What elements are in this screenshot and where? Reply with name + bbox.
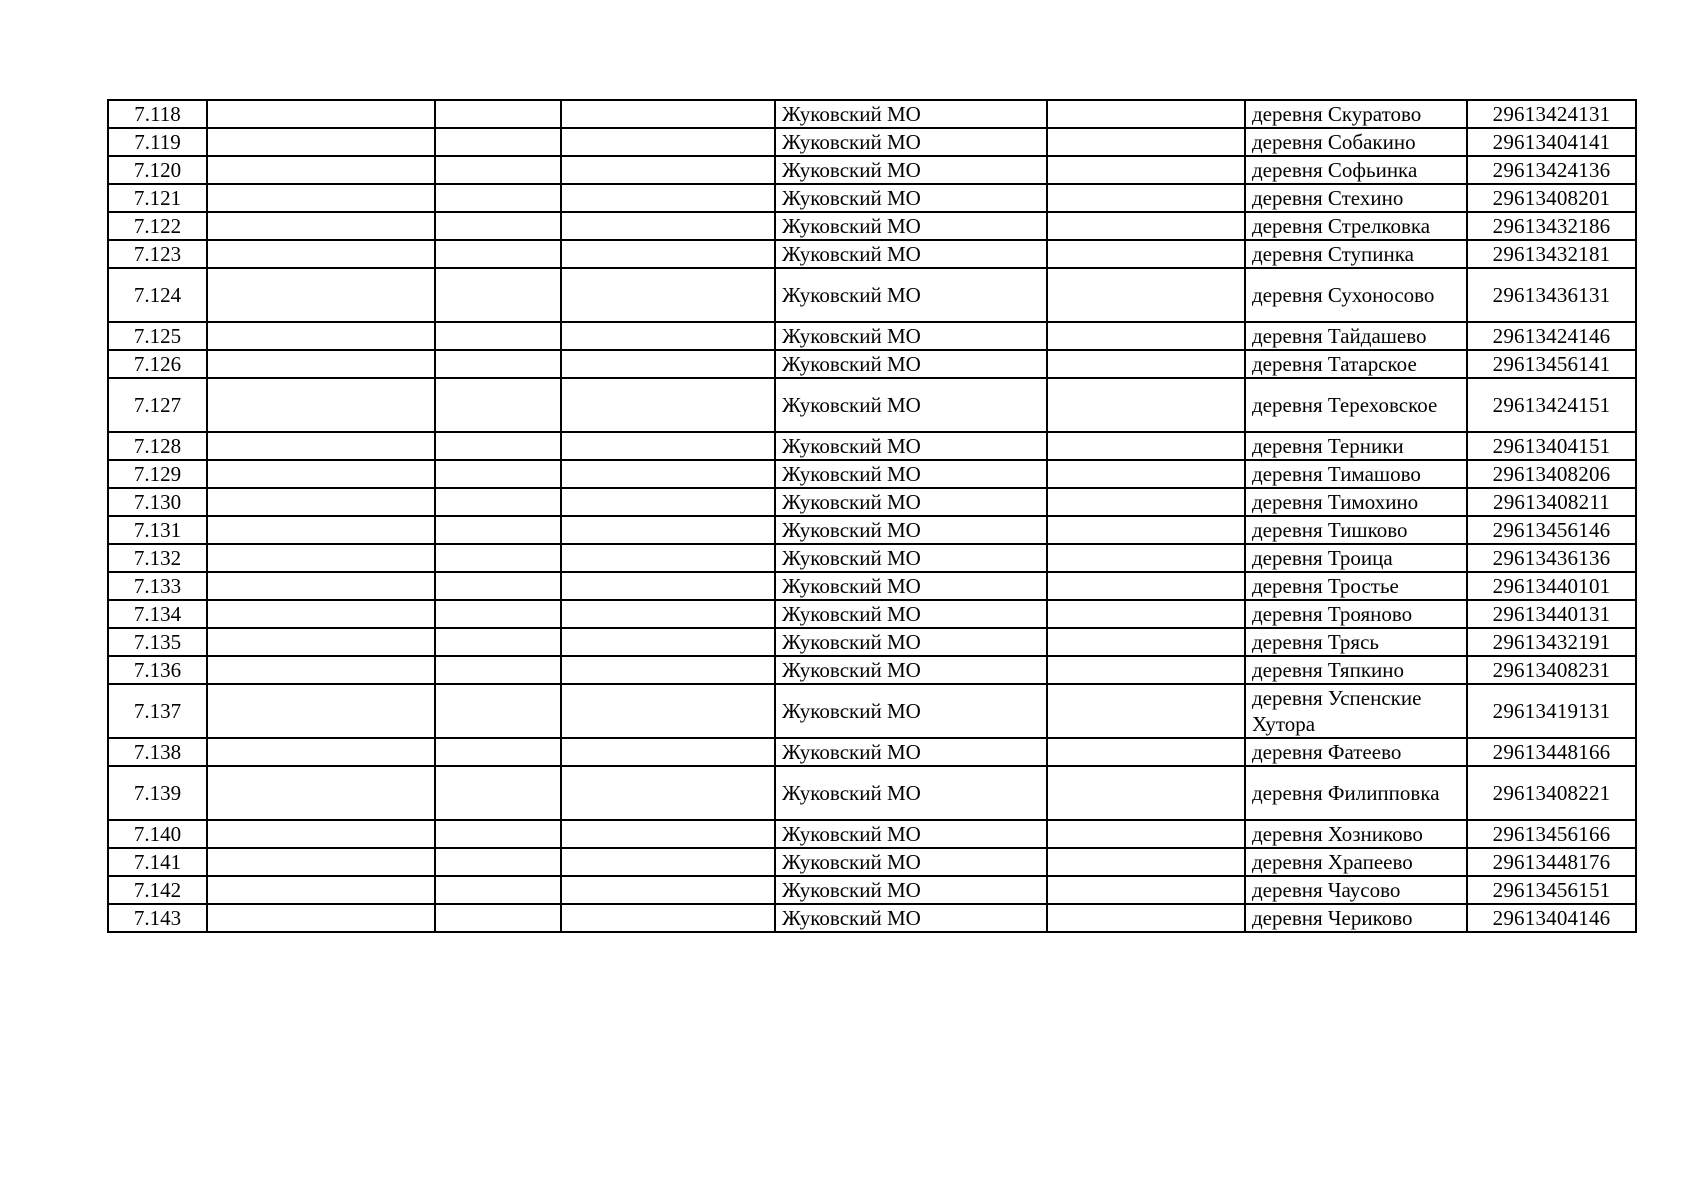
settlement-cell: деревня Тяпкино (1245, 656, 1467, 684)
empty-cell (435, 432, 561, 460)
municipality-cell: Жуковский МО (775, 460, 1047, 488)
table-row (108, 212, 1636, 240)
municipality-cell: Жуковский МО (775, 488, 1047, 516)
empty-cell (435, 350, 561, 378)
municipality-cell: Жуковский МО (775, 820, 1047, 848)
empty-cell (207, 516, 435, 544)
table-row (108, 488, 1636, 516)
table-row (108, 820, 1636, 848)
empty-cell (561, 156, 775, 184)
row-number-cell: 7.124 (108, 268, 207, 322)
settlement-cell: деревня Собакино (1245, 128, 1467, 156)
municipality-cell: Жуковский МО (775, 738, 1047, 766)
oktmo-code-cell: 29613408231 (1467, 656, 1636, 684)
municipality-cell: Жуковский МО (775, 656, 1047, 684)
settlement-cell: деревня Фатеево (1245, 738, 1467, 766)
table-row (108, 378, 1636, 432)
empty-cell (561, 848, 775, 876)
empty-cell (435, 184, 561, 212)
table-row (108, 100, 1636, 128)
empty-cell (1047, 488, 1245, 516)
empty-cell (561, 628, 775, 656)
empty-cell (207, 656, 435, 684)
empty-cell (561, 212, 775, 240)
empty-cell (207, 684, 435, 738)
oktmo-code-cell: 29613408221 (1467, 766, 1636, 820)
row-number-cell: 7.139 (108, 766, 207, 820)
row-number-cell: 7.132 (108, 544, 207, 572)
table-row (108, 516, 1636, 544)
settlement-cell: деревня Чаусово (1245, 876, 1467, 904)
empty-cell (561, 600, 775, 628)
oktmo-code-cell: 29613432186 (1467, 212, 1636, 240)
empty-cell (1047, 656, 1245, 684)
empty-cell (207, 848, 435, 876)
empty-cell (1047, 904, 1245, 932)
municipality-cell: Жуковский МО (775, 350, 1047, 378)
empty-cell (435, 820, 561, 848)
oktmo-code-cell: 29613448176 (1467, 848, 1636, 876)
oktmo-code-cell: 29613404151 (1467, 432, 1636, 460)
municipality-cell: Жуковский МО (775, 156, 1047, 184)
empty-cell (207, 128, 435, 156)
table-row (108, 544, 1636, 572)
empty-cell (1047, 876, 1245, 904)
oktmo-code-cell: 29613419131 (1467, 684, 1636, 738)
empty-cell (435, 100, 561, 128)
empty-cell (561, 516, 775, 544)
oktmo-code-cell: 29613404146 (1467, 904, 1636, 932)
oktmo-code-cell: 29613440131 (1467, 600, 1636, 628)
settlement-cell: деревня Стрелковка (1245, 212, 1467, 240)
settlement-cell: деревня Храпеево (1245, 848, 1467, 876)
empty-cell (1047, 212, 1245, 240)
settlement-cell: деревня Татарское (1245, 350, 1467, 378)
empty-cell (207, 100, 435, 128)
oktmo-code-cell: 29613432181 (1467, 240, 1636, 268)
empty-cell (1047, 848, 1245, 876)
municipality-cell: Жуковский МО (775, 544, 1047, 572)
empty-cell (561, 322, 775, 350)
municipality-cell: Жуковский МО (775, 268, 1047, 322)
table-row (108, 684, 1636, 738)
settlement-cell: деревня Хозниково (1245, 820, 1467, 848)
settlement-cell: деревня Тимашово (1245, 460, 1467, 488)
empty-cell (561, 684, 775, 738)
empty-cell (561, 350, 775, 378)
empty-cell (1047, 322, 1245, 350)
empty-cell (1047, 766, 1245, 820)
empty-cell (435, 488, 561, 516)
settlement-cell: деревня Ступинка (1245, 240, 1467, 268)
table-row (108, 628, 1636, 656)
settlement-cell: деревня Софьинка (1245, 156, 1467, 184)
empty-cell (207, 488, 435, 516)
empty-cell (435, 600, 561, 628)
empty-cell (1047, 460, 1245, 488)
empty-cell (207, 432, 435, 460)
empty-cell (561, 766, 775, 820)
municipality-cell: Жуковский МО (775, 516, 1047, 544)
empty-cell (1047, 684, 1245, 738)
oktmo-code-cell: 29613432191 (1467, 628, 1636, 656)
empty-cell (561, 488, 775, 516)
oktmo-code-cell: 29613424136 (1467, 156, 1636, 184)
empty-cell (435, 240, 561, 268)
settlement-cell: деревня Сухоносово (1245, 268, 1467, 322)
row-number-cell: 7.128 (108, 432, 207, 460)
table-row (108, 350, 1636, 378)
empty-cell (207, 240, 435, 268)
empty-cell (435, 516, 561, 544)
row-number-cell: 7.121 (108, 184, 207, 212)
settlement-cell: деревня Филипповка (1245, 766, 1467, 820)
table-row (108, 460, 1636, 488)
empty-cell (207, 572, 435, 600)
empty-cell (1047, 350, 1245, 378)
empty-cell (561, 432, 775, 460)
row-number-cell: 7.142 (108, 876, 207, 904)
empty-cell (561, 572, 775, 600)
settlement-cell: деревня Терники (1245, 432, 1467, 460)
municipality-cell: Жуковский МО (775, 904, 1047, 932)
empty-cell (207, 350, 435, 378)
row-number-cell: 7.118 (108, 100, 207, 128)
empty-cell (561, 240, 775, 268)
table-row (108, 904, 1636, 932)
table-row (108, 848, 1636, 876)
row-number-cell: 7.126 (108, 350, 207, 378)
empty-cell (207, 156, 435, 184)
empty-cell (435, 378, 561, 432)
empty-cell (1047, 184, 1245, 212)
empty-cell (1047, 100, 1245, 128)
table-row (108, 738, 1636, 766)
municipality-cell: Жуковский МО (775, 848, 1047, 876)
empty-cell (207, 904, 435, 932)
empty-cell (435, 156, 561, 184)
row-number-cell: 7.123 (108, 240, 207, 268)
settlement-cell: деревня Стехино (1245, 184, 1467, 212)
oktmo-code-cell: 29613404141 (1467, 128, 1636, 156)
empty-cell (561, 460, 775, 488)
municipality-cell: Жуковский МО (775, 240, 1047, 268)
empty-cell (207, 600, 435, 628)
empty-cell (207, 876, 435, 904)
empty-cell (1047, 544, 1245, 572)
table-row (108, 240, 1636, 268)
empty-cell (435, 212, 561, 240)
settlement-cell: деревня Чериково (1245, 904, 1467, 932)
table-body (108, 100, 1636, 932)
empty-cell (207, 628, 435, 656)
table-row (108, 268, 1636, 322)
oktmo-code-cell: 29613436131 (1467, 268, 1636, 322)
empty-cell (435, 128, 561, 156)
empty-cell (207, 268, 435, 322)
oktmo-code-cell: 29613456146 (1467, 516, 1636, 544)
table-row (108, 876, 1636, 904)
row-number-cell: 7.119 (108, 128, 207, 156)
municipality-cell: Жуковский МО (775, 572, 1047, 600)
empty-cell (561, 876, 775, 904)
empty-cell (561, 184, 775, 212)
table-row (108, 600, 1636, 628)
municipality-cell: Жуковский МО (775, 378, 1047, 432)
municipality-cell: Жуковский МО (775, 876, 1047, 904)
empty-cell (435, 656, 561, 684)
empty-cell (1047, 516, 1245, 544)
municipality-cell: Жуковский МО (775, 184, 1047, 212)
empty-cell (435, 904, 561, 932)
empty-cell (1047, 128, 1245, 156)
table-row (108, 322, 1636, 350)
empty-cell (561, 820, 775, 848)
empty-cell (561, 904, 775, 932)
oktmo-code-cell: 29613424131 (1467, 100, 1636, 128)
empty-cell (207, 820, 435, 848)
oktmo-code-cell: 29613424146 (1467, 322, 1636, 350)
oktmo-code-cell: 29613436136 (1467, 544, 1636, 572)
empty-cell (561, 100, 775, 128)
empty-cell (435, 876, 561, 904)
settlement-cell: деревня Тишково (1245, 516, 1467, 544)
empty-cell (435, 738, 561, 766)
empty-cell (1047, 820, 1245, 848)
municipality-cell: Жуковский МО (775, 212, 1047, 240)
oktmo-code-cell: 29613456166 (1467, 820, 1636, 848)
settlement-cell: деревня Тростье (1245, 572, 1467, 600)
empty-cell (561, 128, 775, 156)
municipality-cell: Жуковский МО (775, 100, 1047, 128)
settlement-cell: деревня Трясь (1245, 628, 1467, 656)
empty-cell (1047, 572, 1245, 600)
empty-cell (561, 378, 775, 432)
empty-cell (1047, 240, 1245, 268)
empty-cell (1047, 600, 1245, 628)
empty-cell (435, 766, 561, 820)
row-number-cell: 7.141 (108, 848, 207, 876)
row-number-cell: 7.143 (108, 904, 207, 932)
settlement-cell: деревня Успенские Хутора (1245, 684, 1467, 738)
row-number-cell: 7.138 (108, 738, 207, 766)
empty-cell (435, 628, 561, 656)
empty-cell (435, 684, 561, 738)
row-number-cell: 7.140 (108, 820, 207, 848)
row-number-cell: 7.137 (108, 684, 207, 738)
row-number-cell: 7.135 (108, 628, 207, 656)
oktmo-code-cell: 29613456141 (1467, 350, 1636, 378)
empty-cell (207, 212, 435, 240)
table-row (108, 656, 1636, 684)
empty-cell (435, 544, 561, 572)
empty-cell (207, 378, 435, 432)
table-row (108, 128, 1636, 156)
oktmo-code-cell: 29613408211 (1467, 488, 1636, 516)
empty-cell (207, 544, 435, 572)
empty-cell (207, 738, 435, 766)
oktmo-code-cell: 29613424151 (1467, 378, 1636, 432)
table-row (108, 432, 1636, 460)
empty-cell (1047, 738, 1245, 766)
table-row (108, 572, 1636, 600)
empty-cell (435, 322, 561, 350)
row-number-cell: 7.133 (108, 572, 207, 600)
empty-cell (435, 848, 561, 876)
row-number-cell: 7.120 (108, 156, 207, 184)
empty-cell (1047, 156, 1245, 184)
empty-cell (1047, 628, 1245, 656)
table-row (108, 766, 1636, 820)
row-number-cell: 7.129 (108, 460, 207, 488)
settlement-registry-table (107, 99, 1637, 933)
settlement-cell: деревня Тимохино (1245, 488, 1467, 516)
municipality-cell: Жуковский МО (775, 128, 1047, 156)
oktmo-code-cell: 29613408206 (1467, 460, 1636, 488)
empty-cell (561, 544, 775, 572)
empty-cell (561, 268, 775, 322)
empty-cell (435, 572, 561, 600)
empty-cell (1047, 378, 1245, 432)
municipality-cell: Жуковский МО (775, 766, 1047, 820)
municipality-cell: Жуковский МО (775, 628, 1047, 656)
settlement-cell: деревня Троица (1245, 544, 1467, 572)
empty-cell (1047, 432, 1245, 460)
settlement-cell: деревня Трояново (1245, 600, 1467, 628)
empty-cell (435, 268, 561, 322)
table-row (108, 184, 1636, 212)
oktmo-code-cell: 29613408201 (1467, 184, 1636, 212)
municipality-cell: Жуковский МО (775, 322, 1047, 350)
row-number-cell: 7.136 (108, 656, 207, 684)
row-number-cell: 7.127 (108, 378, 207, 432)
oktmo-code-cell: 29613456151 (1467, 876, 1636, 904)
empty-cell (435, 460, 561, 488)
settlement-cell: деревня Тереховское (1245, 378, 1467, 432)
oktmo-code-cell: 29613448166 (1467, 738, 1636, 766)
municipality-cell: Жуковский МО (775, 432, 1047, 460)
row-number-cell: 7.122 (108, 212, 207, 240)
row-number-cell: 7.131 (108, 516, 207, 544)
empty-cell (561, 656, 775, 684)
empty-cell (1047, 268, 1245, 322)
row-number-cell: 7.134 (108, 600, 207, 628)
municipality-cell: Жуковский МО (775, 684, 1047, 738)
table-row (108, 156, 1636, 184)
empty-cell (207, 460, 435, 488)
empty-cell (207, 766, 435, 820)
row-number-cell: 7.130 (108, 488, 207, 516)
empty-cell (207, 184, 435, 212)
oktmo-code-cell: 29613440101 (1467, 572, 1636, 600)
empty-cell (561, 738, 775, 766)
municipality-cell: Жуковский МО (775, 600, 1047, 628)
row-number-cell: 7.125 (108, 322, 207, 350)
settlement-cell: деревня Тайдашево (1245, 322, 1467, 350)
settlement-cell: деревня Скуратово (1245, 100, 1467, 128)
empty-cell (207, 322, 435, 350)
